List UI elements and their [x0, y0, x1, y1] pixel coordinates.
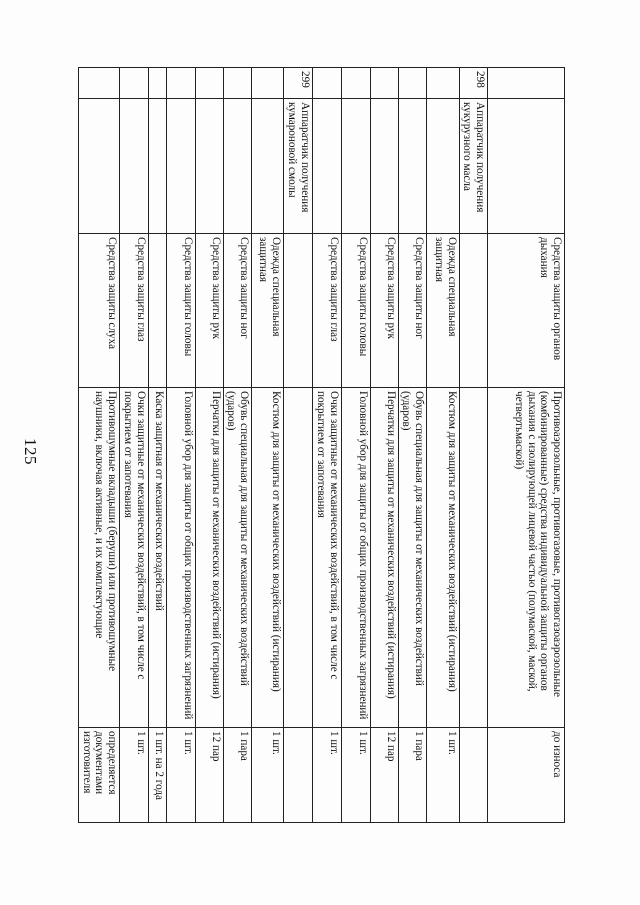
profession-cell: [79, 99, 120, 234]
table-row: [283, 68, 312, 823]
ppe-category-cell: Средства защиты рук: [195, 234, 223, 388]
ppe-norms-table: [78, 67, 565, 823]
ppe-category-cell: Одежда специальная защитная: [426, 234, 459, 388]
ppe-description-cell: Костюм для защиты от механических воздействий (истирания): [426, 388, 459, 728]
item-number-cell: [341, 68, 370, 99]
ppe-description-cell: Очки защитные от механических воздействий, в том числе с покрытием от запотевания: [312, 388, 341, 728]
issue-norm-cell: определяется документами изготовителя: [79, 728, 120, 823]
profession-cell: Аппаратчик получения кумароновой смолы: [283, 99, 312, 234]
profession-cell: [223, 99, 251, 234]
issue-norm-cell: [459, 728, 487, 823]
issue-norm-cell: [283, 728, 312, 823]
item-number-cell: [148, 68, 166, 99]
item-number-cell: [398, 68, 426, 99]
ppe-description-cell: Костюм для защиты от механических воздействий (истирания): [251, 388, 283, 728]
item-number-cell: [426, 68, 459, 99]
table-row: [119, 68, 148, 823]
issue-norm-cell: 1 шт.: [426, 728, 459, 823]
item-number-cell: 299: [283, 68, 312, 99]
issue-norm-cell: до износа: [488, 728, 565, 823]
rotated-page-content: [80, 67, 565, 822]
table-row: [195, 68, 223, 823]
table-row: [312, 68, 341, 823]
ppe-category-cell: Средства защиты головы: [341, 234, 370, 388]
item-number-cell: [223, 68, 251, 99]
table-row: [370, 68, 398, 823]
item-number-cell: [312, 68, 341, 99]
item-number-cell: [195, 68, 223, 99]
item-number-cell: [370, 68, 398, 99]
ppe-description-cell: Головной убор для защиты от общих производственных загрязнений: [341, 388, 370, 728]
table-row: [79, 68, 120, 823]
issue-norm-cell: 12 пар: [195, 728, 223, 823]
ppe-description-cell: [283, 388, 312, 728]
table-row: [398, 68, 426, 823]
ppe-description-cell: Противоаэрозольные, противогазовые, противогазоаэрозольные (комбинированные) средства индивидуальной защиты органов дыхания с изолирующей лицевой частью (полумаской, маской, четвертьмаской): [488, 388, 565, 728]
profession-cell: [488, 99, 565, 234]
profession-cell: [166, 99, 195, 234]
ppe-category-cell: Средства защиты органов дыхания: [488, 234, 565, 388]
table-row: [166, 68, 195, 823]
profession-cell: [148, 99, 166, 234]
table-row: [426, 68, 459, 823]
issue-norm-cell: 1 шт. на 2 года: [148, 728, 166, 823]
ppe-category-cell: Средства защиты глаз: [312, 234, 341, 388]
ppe-category-cell: Средства защиты ног: [398, 234, 426, 388]
table-body: [79, 68, 565, 823]
ppe-category-cell: Средства защиты ног: [223, 234, 251, 388]
ppe-description-cell: [459, 388, 487, 728]
ppe-description-cell: Противошумные вкладыши (беруши) или противошумные наушники, включая активные, и их комплектующие: [79, 388, 120, 728]
profession-cell: [251, 99, 283, 234]
ppe-category-cell: [459, 234, 487, 388]
issue-norm-cell: 1 шт.: [312, 728, 341, 823]
item-number-cell: [251, 68, 283, 99]
issue-norm-cell: 1 шт.: [166, 728, 195, 823]
item-number-cell: [488, 68, 565, 99]
ppe-category-cell: Средства защиты головы: [166, 234, 195, 388]
profession-cell: [398, 99, 426, 234]
ppe-description-cell: Перчатки для защиты от механических воздействий (истирания): [370, 388, 398, 728]
table-row: [148, 68, 166, 823]
item-number-cell: [79, 68, 120, 99]
ppe-description-cell: Очки защитные от механических воздействий, в том числе с покрытием от запотевания: [119, 388, 148, 728]
issue-norm-cell: 1 пара: [398, 728, 426, 823]
ppe-description-cell: Обувь специальная для защиты от механических воздействий (ударов): [398, 388, 426, 728]
ppe-category-cell: Средства защиты слуха: [79, 234, 120, 388]
ppe-category-cell: [148, 234, 166, 388]
table-row: [459, 68, 487, 823]
ppe-description-cell: Каска защитная от механических воздействий: [148, 388, 166, 728]
table-row: [223, 68, 251, 823]
profession-cell: [370, 99, 398, 234]
ppe-description-cell: Головной убор для защиты от общих производственных загрязнений: [166, 388, 195, 728]
ppe-category-cell: Средства защиты глаз: [119, 234, 148, 388]
table-row: [488, 68, 565, 823]
issue-norm-cell: 1 шт.: [341, 728, 370, 823]
profession-cell: [341, 99, 370, 234]
table-row: [341, 68, 370, 823]
ppe-category-cell: Одежда специальная защитная: [251, 234, 283, 388]
item-number-cell: [119, 68, 148, 99]
issue-norm-cell: 1 шт.: [251, 728, 283, 823]
ppe-category-cell: [283, 234, 312, 388]
profession-cell: Аппаратчик получения кукурузного масла: [459, 99, 487, 234]
page-number: 125: [21, 438, 40, 465]
ppe-category-cell: Средства защиты рук: [370, 234, 398, 388]
ppe-description-cell: Обувь специальная для защиты от механических воздействий (ударов): [223, 388, 251, 728]
issue-norm-cell: 12 пар: [370, 728, 398, 823]
issue-norm-cell: 1 пара: [223, 728, 251, 823]
profession-cell: [195, 99, 223, 234]
table-row: [251, 68, 283, 823]
profession-cell: [119, 99, 148, 234]
profession-cell: [426, 99, 459, 234]
item-number-cell: [166, 68, 195, 99]
ppe-description-cell: Перчатки для защиты от механических воздействий (истирания): [195, 388, 223, 728]
item-number-cell: 298: [459, 68, 487, 99]
profession-cell: [312, 99, 341, 234]
issue-norm-cell: 1 шт.: [119, 728, 148, 823]
